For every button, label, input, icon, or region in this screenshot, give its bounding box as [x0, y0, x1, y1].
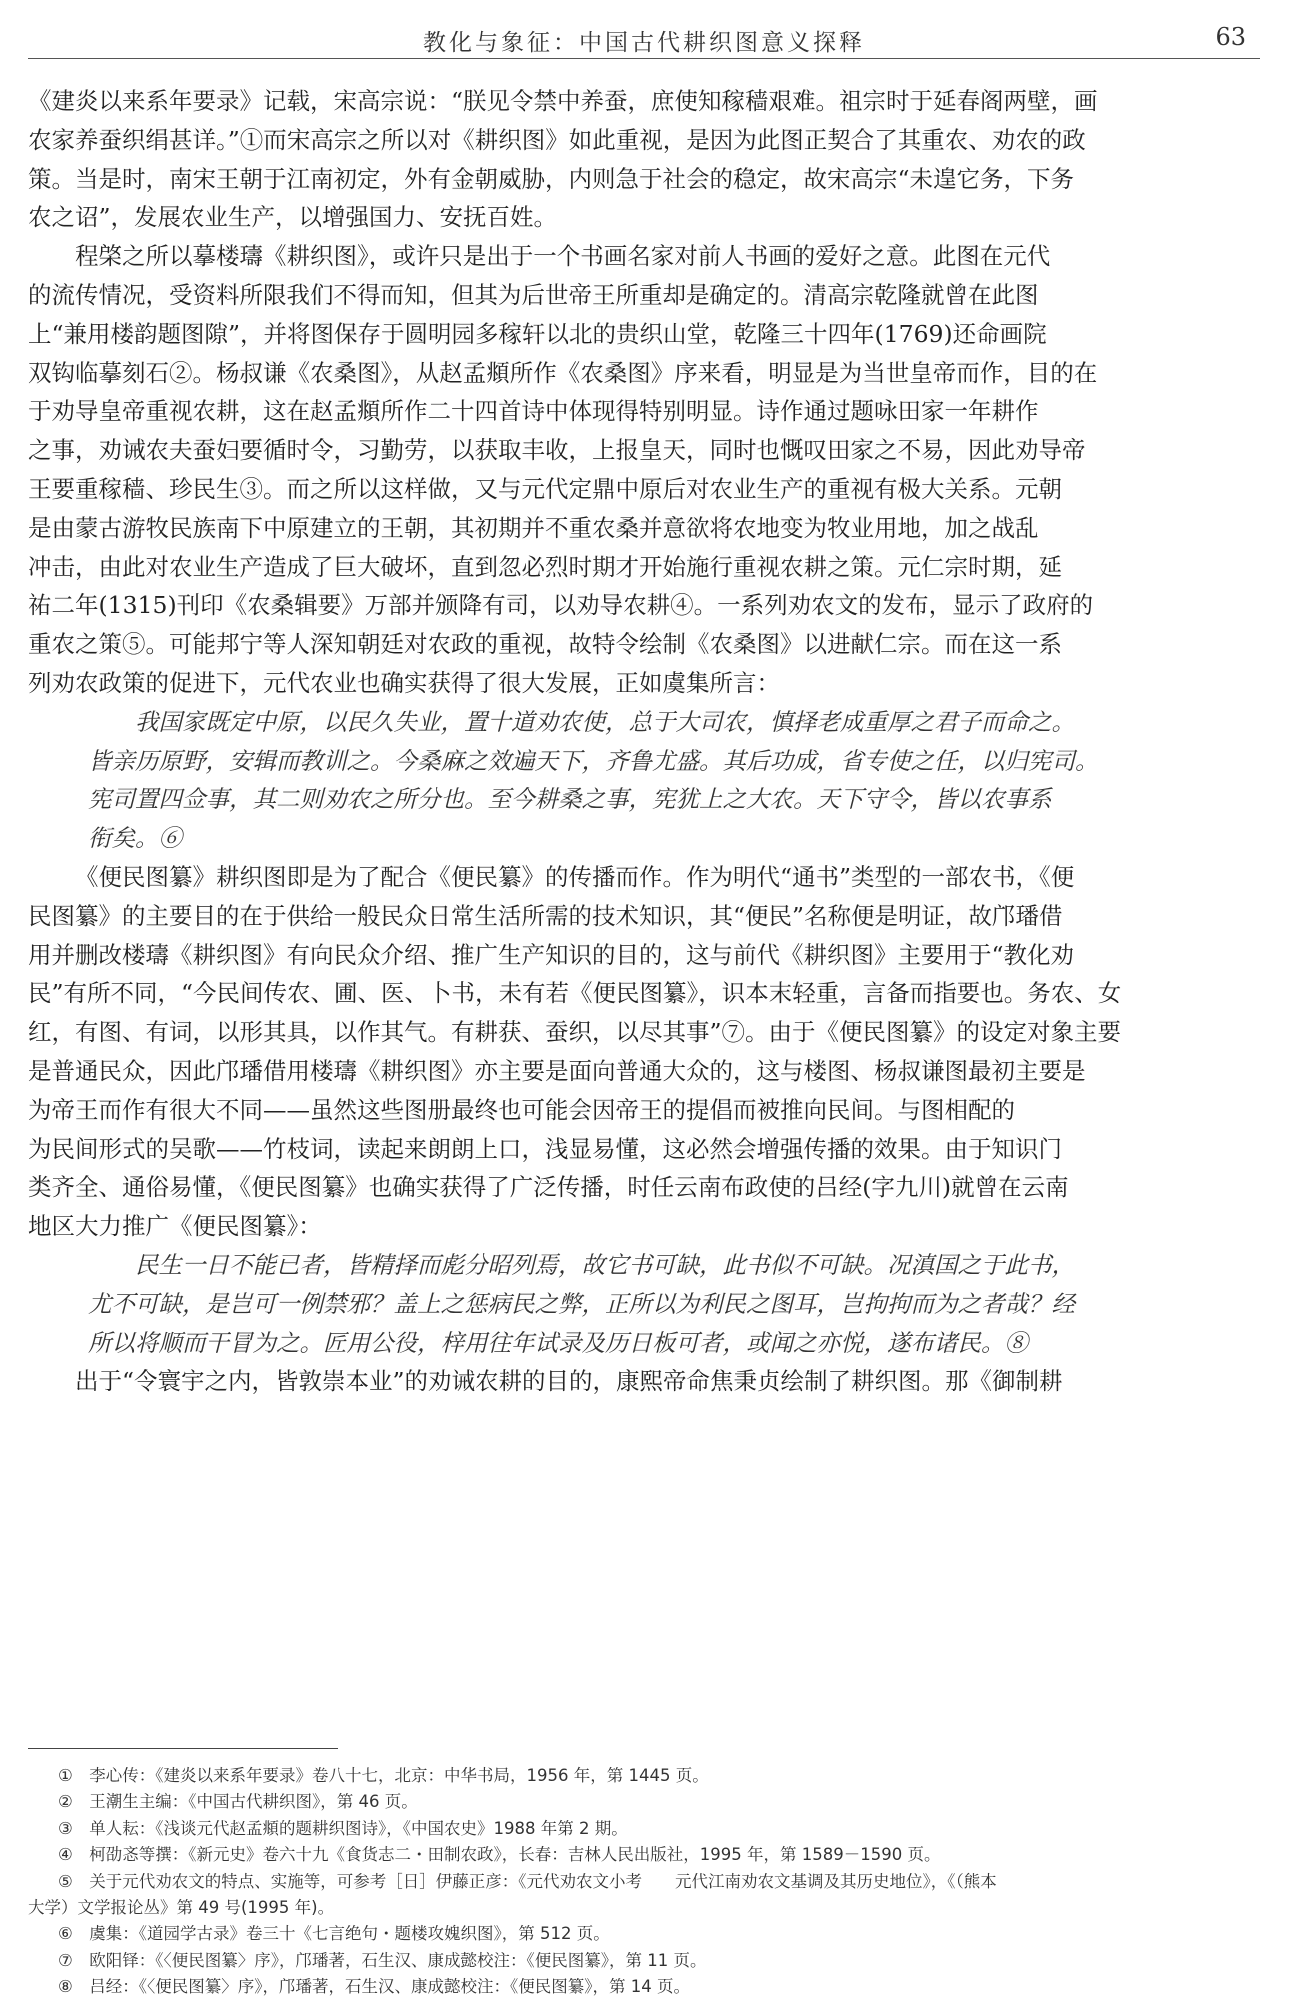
line-text: 《便民图纂》耕织图即是为了配合《便民纂》的传播而作。作为明代“通书”类型的一部农书，《便 — [75, 863, 1075, 891]
line-text: 民生一日不能已者，皆精择而彪分昭列焉，故它书可缺，此书似不可缺。况滇国之于此书， — [135, 1251, 1075, 1279]
line-text: 于劝导皇帝重视农耕，这在赵孟頫所作二十四首诗中体现得特别明显。诗作通过题咏田家一年耕作 — [28, 397, 1039, 425]
quote-line — [88, 819, 1260, 857]
line-text: 冲击，由此对农业生产造成了巨大破坏，直到忽必烈时期才开始施行重视农耕之策。元仁宗时期，延 — [28, 553, 1062, 581]
body-line — [28, 1013, 1260, 1051]
footnote-rule — [28, 1748, 338, 1749]
line-text: 是普通民众，因此邝璠借用楼璹《耕织图》亦主要是面向普通大众的，这与楼图、杨叔谦图最初主要是 — [28, 1057, 1086, 1085]
line-text: 上“兼用楼韵题图隙”，并将图保存于圆明园多稼轩以北的贵织山堂，乾隆三十四年(1769)还命画院 — [28, 320, 1047, 348]
body-line — [28, 315, 1260, 353]
footnote — [58, 1841, 1260, 1869]
line-text: 用并删改楼璹《耕织图》有向民众介绍、推广生产知识的目的，这与前代《耕织图》主要用于“教化劝 — [28, 941, 1075, 969]
footnote-text: ⑤ 关于元代劝农文的特点、实施等，可参考［日］伊藤正彦：《元代劝农文小考 元代江南劝农文基调及其历史地位》，《（熊本 — [58, 1872, 997, 1891]
quote-line — [88, 1324, 1260, 1362]
body-line — [28, 1091, 1260, 1129]
body-line — [28, 392, 1260, 430]
line-text: 为帝王而作有很大不同——虽然这些图册最终也可能会因帝王的提倡而被推向民间。与图相配的 — [28, 1096, 1015, 1124]
line-text: 红，有图、有词，以形其具，以作其气。有耕获、蚕织，以尽其事”⑦。由于《便民图纂》的设定对象主要 — [28, 1018, 1122, 1046]
body-line — [28, 586, 1260, 624]
footnote — [58, 1973, 1260, 2001]
body-line — [28, 548, 1260, 586]
footnote — [58, 1868, 1260, 1896]
line-text: 双钩临摹刻石②。杨叔谦《农桑图》，从赵孟頫所作《农桑图》序来看，明显是为当世皇帝而作，目的在 — [28, 359, 1098, 387]
footnote — [58, 1788, 1260, 1816]
footnote-text: ⑧ 吕经：《〈便民图纂〉序》，邝璠著，石生汉、康成懿校注：《便民图纂》，第 14 页。 — [58, 1977, 691, 1996]
body-line — [28, 1207, 1260, 1245]
line-text: 民”有所不同，“今民间传农、圃、医、卜书，未有若《便民图纂》，识本末轻重，言备而指要也。务农、女 — [28, 979, 1122, 1007]
line-text: 为民间形式的吴歌——竹枝词，读起来朗朗上口，浅显易懂，这必然会增强传播的效果。由于知识门 — [28, 1135, 1062, 1163]
footnote — [58, 1762, 1260, 1790]
line-text: 地区大力推广《便民图纂》： — [28, 1212, 322, 1240]
footnote-text: ⑦ 欧阳铎：《〈便民图纂〉序》，邝璠著，石生汉、康成懿校注：《便民图纂》，第 11 页。 — [58, 1951, 707, 1970]
footnote — [28, 1894, 1260, 1922]
footnote-text: ③ 单人耘：《浅谈元代赵孟頫的题耕织图诗》，《中国农史》1988 年第 2 期。 — [58, 1819, 628, 1838]
line-text: 类齐全、通俗易懂，《便民图纂》也确实获得了广泛传播，时任云南布政使的吕经(字九川)就曾在云南 — [28, 1173, 1069, 1201]
body-line — [28, 509, 1260, 547]
line-text: 策。当是时，南宋王朝于江南初定，外有金朝威胁，内则急于社会的稳定，故宋高宗“未遑它务，下务 — [28, 165, 1075, 193]
body-line — [28, 664, 1260, 702]
body-line — [28, 1130, 1260, 1168]
quote-line — [88, 780, 1260, 818]
line-text: 农家养蚕织绢甚详。”①而宋高宗之所以对《耕织图》如此重视，是因为此图正契合了其重农、劝农的政 — [28, 126, 1086, 154]
line-text: 的流传情况，受资料所限我们不得而知，但其为后世帝王所重却是确定的。清高宗乾隆就曾在此图 — [28, 281, 1039, 309]
body-line — [28, 897, 1260, 935]
body-line — [28, 1168, 1260, 1206]
quote-line — [135, 1246, 1260, 1284]
body-line — [28, 276, 1260, 314]
line-text: 祐二年(1315)刊印《农桑辑要》万部并颁降有司，以劝导农耕④。一系列劝农文的发布，显示了政府的 — [28, 591, 1094, 619]
line-text: 衔矣。⑥ — [88, 824, 182, 852]
body-line — [75, 237, 1260, 275]
line-text: 程棨之所以摹楼璹《耕织图》，或许只是出于一个书画名家对前人书画的爱好之意。此图在元代 — [75, 242, 1051, 270]
line-text: 王要重稼穑、珍民生③。而之所以这样做，又与元代定鼎中原后对农业生产的重视有极大关系。元朝 — [28, 475, 1062, 503]
quote-line — [135, 703, 1260, 741]
footnote-text: ② 王潮生主编：《中国古代耕织图》，第 46 页。 — [58, 1792, 418, 1811]
footnote — [58, 1815, 1260, 1843]
body-line — [28, 1052, 1260, 1090]
body-line — [28, 431, 1260, 469]
line-text: 所以将顺而干冒为之。匠用公役，梓用往年试录及历日板可者，或闻之亦悦，遂布诸民。⑧ — [88, 1329, 1028, 1357]
body-line — [75, 1362, 1260, 1400]
running-title: 教化与象征：中国古代耕织图意义探释 — [423, 30, 865, 56]
footnote-text: ④ 柯劭忞等撰：《新元史》卷六十九《食货志二・田制农政》，长春：吉林人民出版社，1995 年，第 1589－1590 页。 — [58, 1845, 941, 1864]
line-text: 列劝农政策的促进下，元代农业也确实获得了很大发展，正如虞集所言： — [28, 669, 780, 697]
line-text: 宪司置四佥事，其二则劝农之所分也。至今耕桑之事，宪犹上之大农。天下守令，皆以农事系 — [88, 785, 1052, 813]
body-line — [28, 198, 1260, 236]
footnote — [58, 1947, 1260, 1975]
quote-line — [88, 1285, 1260, 1323]
line-text: 我国家既定中原，以民久失业，置十道劝农使，总于大司农，慎择老成重厚之君子而命之。 — [135, 708, 1075, 736]
body-line — [28, 354, 1260, 392]
page-header — [28, 14, 1260, 59]
body-line — [28, 625, 1260, 663]
footnote-text: ⑥ 虞集：《道园学古录》卷三十《七言绝句・题楼攻媿织图》，第 512 页。 — [58, 1924, 610, 1943]
footnote-text: 大学）文学报论丛》第 49 号(1995 年)。 — [28, 1898, 335, 1917]
body-line — [28, 974, 1260, 1012]
body-line — [28, 121, 1260, 159]
body-line — [28, 160, 1260, 198]
line-text: 皆亲历原野，安辑而教训之。今桑麻之效遍天下，齐鲁尤盛。其后功成，省专使之任，以归宪司。 — [88, 747, 1099, 775]
quote-line — [88, 742, 1260, 780]
line-text: 《建炎以来系年要录》记载，宋高宗说：“朕见令禁中养蚕，庶使知稼穑艰难。祖宗时于延春阁两壁，画 — [28, 87, 1098, 115]
page-number: 63 — [1215, 23, 1246, 51]
line-text: 之事，劝诫农夫蚕妇要循时令，习勤劳，以获取丰收，上报皇天，同时也慨叹田家之不易，因此劝导帝 — [28, 436, 1086, 464]
body-line — [28, 82, 1260, 120]
footnote — [58, 1920, 1260, 1948]
line-text: 农之诏”，发展农业生产，以增强国力、安抚百姓。 — [28, 203, 558, 231]
line-text: 尤不可缺，是岂可一例禁邪？盖上之惩病民之弊，正所以为利民之图耳，岂拘拘而为之者哉？经 — [88, 1290, 1075, 1318]
line-text: 重农之策⑤。可能邦宁等人深知朝廷对农政的重视，故特令绘制《农桑图》以进献仁宗。而在这一系 — [28, 630, 1062, 658]
line-text: 是由蒙古游牧民族南下中原建立的王朝，其初期并不重农桑并意欲将农地变为牧业用地，加之战乱 — [28, 514, 1039, 542]
line-text: 民图纂》的主要目的在于供给一般民众日常生活所需的技术知识，其“便民”名称便是明证，故邝璠借 — [28, 902, 1063, 930]
body-line — [28, 936, 1260, 974]
line-text: 出于“令寰宇之内，皆敦崇本业”的劝诫农耕的目的，康熙帝命焦秉贞绘制了耕织图。那《御制耕 — [75, 1367, 1063, 1395]
footnote-text: ① 李心传：《建炎以来系年要录》卷八十七，北京：中华书局，1956 年，第 1445 页。 — [58, 1766, 709, 1785]
body-line — [28, 470, 1260, 508]
body-line — [75, 858, 1260, 896]
